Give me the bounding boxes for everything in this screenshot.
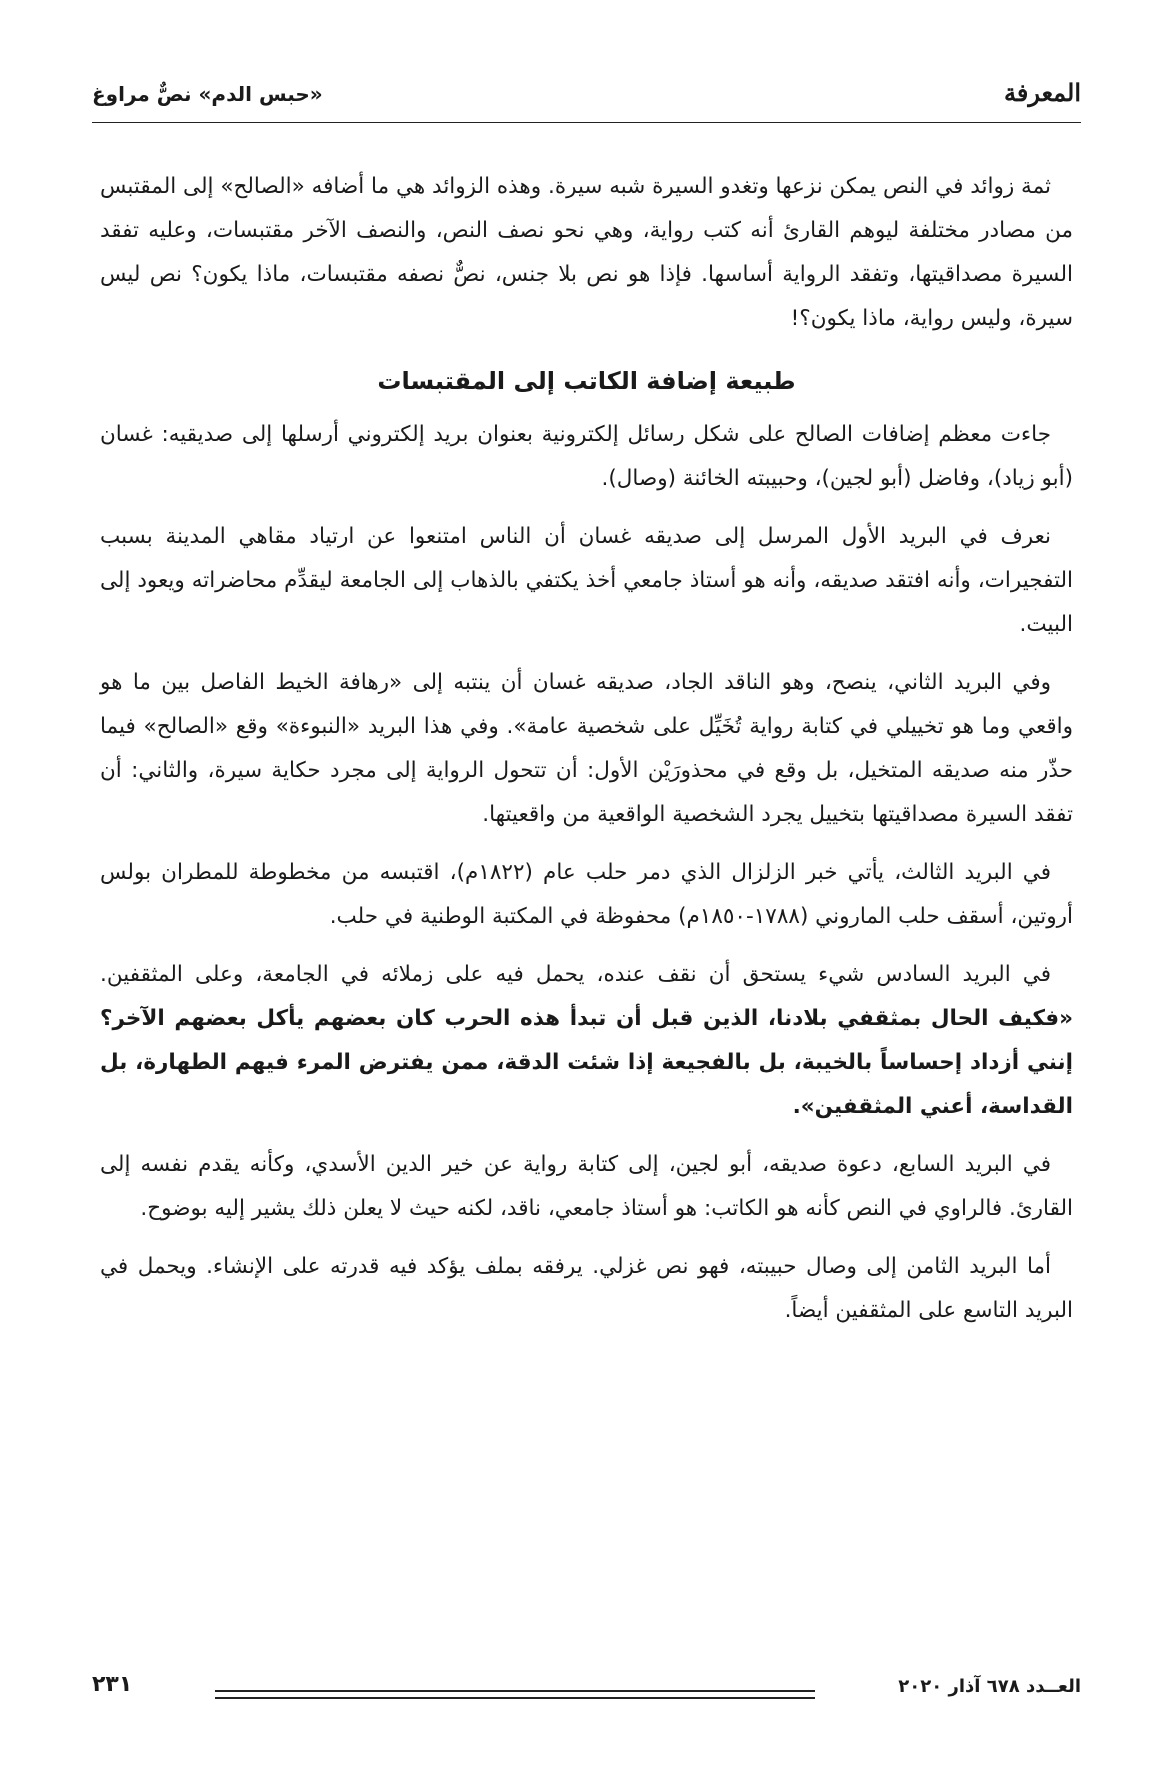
header-rule [92,122,1081,123]
article-running-title: «حبس الدم» نصٌّ مراوغ [92,82,323,106]
paragraph-first-mail: نعرف في البريد الأول المرسل إلى صديقه غسان أن الناس امتنعوا عن ارتياد مقاهي المدينة بسبب التفجيرات، وأنه افتقد صديقه، وأنه هو أستاذ جامعي أخذ يكتفي بالذهاب إلى الجامعة ليقدِّم محاضراته ويعود إلى البيت. [100,524,1073,637]
article-body [100,165,1073,1347]
sixth-mail-intro: في البريد السادس شيء يستحق أن نقف عنده، يحمل فيه على زملائه في الجامعة، وعلى المثقفين. [100,962,1051,987]
sixth-mail-quote: «فكيف الحال بمثقفي بلادنا، الذين قبل أن تبدأ هذه الحرب كان بعضهم يأكل بعضهم الآخر؟ إنني أزداد إحساساً بالخيبة، بل بالفجيعة إذا شئت الدقة، ممن يفترض المرء فيهم الطهارة، بل القداسة، أعني المثقفين». [100,1006,1073,1119]
section-heading: طبيعة إضافة الكاتب إلى المقتبسات [377,367,796,395]
paragraph-emails-overview: جاءت معظم إضافات الصالح على شكل رسائل إلكترونية بعنوان بريد إلكتروني أرسلها إلى صديقيه: غسان (أبو زياد)، وفاضل (أبو لجين)، وحبيبته الخائنة (وصال). [100,422,1073,491]
journal-logo: المعرفة [1003,78,1081,107]
paragraph-second-mail: وفي البريد الثاني، ينصح، وهو الناقد الجاد، صديقه غسان أن ينتبه إلى «رهافة الخيط الفاصل بين ما هو واقعي وما هو تخييلي في كتابة رواية تُخَيِّل على شخصية عامة». وفي هذا البريد «النبوءة» وقع «الصالح» فيما حذّر منه صديقه المتخيل، بل وقع في محذورَيْن الأول: أن تتحول الرواية إلى مجرد حكاية سيرة، والثاني: أن تفقد السيرة مصداقيتها بتخييل يجرد الشخصية الواقعية من واقعيتها. [100,670,1073,827]
footer-rule [215,1690,815,1699]
paragraph-seventh-mail: في البريد السابع، دعوة صديقه، أبو لجين، إلى كتابة رواية عن خير الدين الأسدي، وكأنه يقدم نفسه إلى القارئ. فالراوي في النص كأنه هو الكاتب: هو أستاذ جامعي، ناقد، لكنه حيث لا يعلن ذلك يشير إليه بوضوح. [100,1152,1073,1221]
paragraph-third-mail: في البريد الثالث، يأتي خبر الزلزال الذي دمر حلب عام (١٨٢٢م)، اقتبسه من مخطوطة للمطران بولس أروتين، أسقف حلب الماروني (١٧٨٨-١٨٥٠م) محفوظة في المكتبة الوطنية في حلب. [100,860,1073,929]
page-number: ٢٣١ [92,1672,133,1697]
paragraph-eighth-ninth-mail: أما البريد الثامن إلى وصال حبيبته، فهو نص غزلي. يرفقه بملف يؤكد فيه قدرته على الإنشاء. ويحمل في البريد التاسع على المثقفين أيضاً. [100,1254,1073,1323]
running-head [92,78,1081,118]
paragraph-sixth-mail [100,953,1073,1129]
intro-paragraph: ثمة زوائد في النص يمكن نزعها وتغدو السيرة شبه سيرة. وهذه الزوائد هي ما أضافه «الصالح» إلى المقتبس من مصادر مختلفة ليوهم القارئ أنه كتب رواية، وهي نحو نصف النص، والنصف الآخر مقتبسات، وعليه تفقد السيرة مصداقيتها، وتفقد الرواية أساسها. فإذا هو نص بلا جنس، نصٌّ نصفه مقتبسات، ماذا يكون؟ نص ليس سيرة، وليس رواية، ماذا يكون؟! [100,174,1073,331]
issue-info: العــدد ٦٧٨ آذار ٢٠٢٠ [898,1676,1081,1697]
